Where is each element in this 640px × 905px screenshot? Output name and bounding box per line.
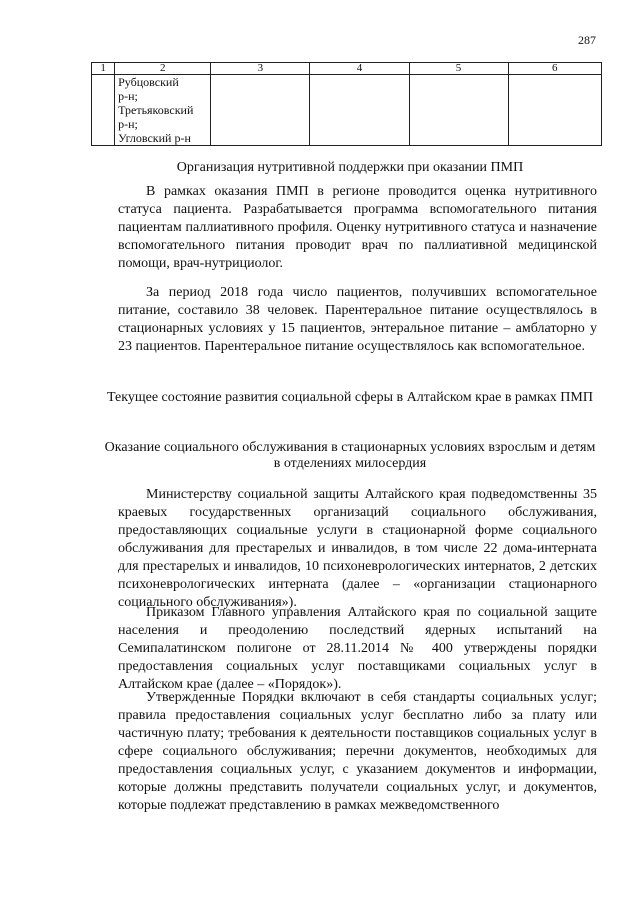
paragraph: За период 2018 года число пациентов, получивших вспомогательное питание, составило 38 человек. Парентеральное питание осуществлялось в стационарных условиях у 15 пациентов, энтеральное питание – амблаторно у 23 пациентов. Парентеральное питание осуществлялось как вспомогательное. (118, 285, 597, 354)
table-header-cell: 6 (508, 63, 601, 75)
table-header-cell: 3 (211, 63, 310, 75)
table-cell-regions (115, 75, 211, 146)
region-line: Рубцовский (118, 75, 179, 89)
table-row (92, 75, 602, 146)
table-cell (92, 75, 115, 146)
region-line: Третьяковский (118, 103, 194, 117)
region-line: р-н; (118, 117, 138, 131)
page-number: 287 (578, 33, 596, 47)
table-cell (310, 75, 409, 146)
table-header-cell: 5 (409, 63, 508, 75)
table-header-cell: 2 (115, 63, 211, 75)
section-subheading: Оказание социального обслуживания в стационарных условиях взрослым и детям в отделениях милосердия (104, 440, 596, 471)
continuation-table (91, 62, 602, 146)
table-header-cell: 4 (310, 63, 409, 75)
table-cell (508, 75, 601, 146)
table-header-row (92, 63, 602, 75)
paragraph: Приказом Главного управления Алтайского края по социальной защите населения и преодолению последствий ядерных испытаний на Семипалатинском полигоне от 28.11.2014 № 400 утверждены порядки предоставления социальных услуг поставщиками социальных услуг в Алтайском крае (далее – «Порядок»). (118, 605, 597, 692)
paragraph: Министерству социальной защиты Алтайского края подведомственны 35 краевых государственных организаций социального обслуживания, предоставляющих социальные услуги в стационарной форме социального обслуживания для престарелых и инвалидов, в том числе 22 дома-интерната для престарелых и инвалидов, 10 психоневрологических интернатов, 2 детских психоневрологических интерната (далее – «организации стационарного социального обслуживания»). (118, 487, 597, 610)
table-cell (409, 75, 508, 146)
paragraph: В рамках оказания ПМП в регионе проводится оценка нутритивного статуса пациента. Разрабатывается программа вспомогательного питания пациентам паллиативного профиля. Оценку нутритивного статуса и назначение вспомогательного питания проводит врач по паллиативной медицинской помощи, врач-нутрициолог. (118, 184, 597, 271)
table-header-cell: 1 (92, 63, 115, 75)
region-line: Угловский р-н (118, 131, 191, 145)
table-cell (211, 75, 310, 146)
paragraph: Утвержденные Порядки включают в себя стандарты социальных услуг; правила предоставления социальных услуг бесплатно либо за плату или частичную плату; требования к деятельности поставщиков социальных услуг в сфере социального обслуживания; перечни документов, необходимых для предоставления социальных услуг, с указанием документов и информации, которые должны представить получатели социальных услуг, и документов, которые подлежат представлению в рамках межведомственного (118, 690, 597, 813)
region-line: р-н; (118, 89, 138, 103)
section-heading: Организация нутритивной поддержки при оказании ПМП (176, 160, 524, 175)
section-heading: Текущее состояние развития социальной сферы в Алтайском крае в рамках ПМП (107, 390, 593, 405)
